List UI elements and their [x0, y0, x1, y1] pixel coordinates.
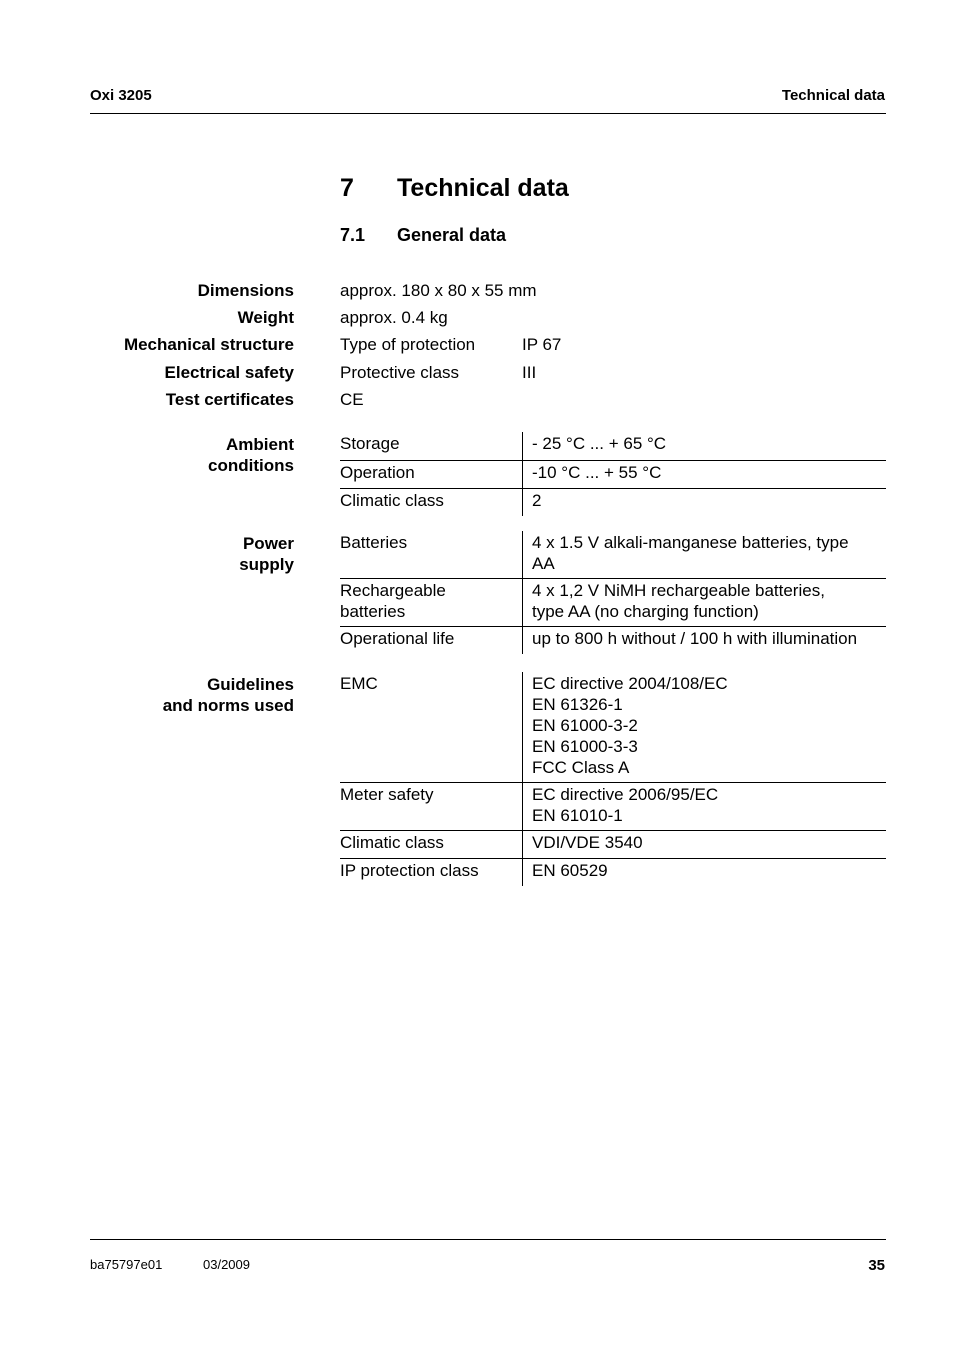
value-mechanical-structure: Type of protection: [340, 335, 476, 354]
value-electrical-safety: Protective class: [340, 363, 460, 382]
cell-line: EN 61000-3-2: [532, 716, 638, 735]
power-supply-table: [340, 531, 886, 654]
table-cell-value: [523, 672, 887, 783]
cell-line: EN 60529: [532, 861, 608, 880]
cell-line: EC directive 2006/95/EC: [532, 785, 719, 804]
table-cell-name: [340, 783, 523, 831]
cell-line: EMC: [340, 674, 378, 693]
table-row: [340, 461, 886, 489]
label-line: supply: [239, 555, 294, 574]
cell-line: EN 61326-1: [532, 695, 623, 714]
label-mechanical-structure: Mechanical structure: [123, 335, 294, 354]
table-cell-value: 2: [523, 489, 887, 517]
section-title: General data: [397, 225, 507, 245]
table-cell-value: [523, 831, 887, 859]
table-cell-value: [523, 579, 887, 627]
cell-line: EN 61010-1: [532, 806, 623, 825]
table-row: [340, 672, 886, 783]
cell-line: 4 x 1,2 V NiMH rechargeable batteries,: [532, 581, 825, 600]
footer-date: 03/2009: [203, 1257, 250, 1272]
table-row: [340, 831, 886, 859]
cell-line: EC directive 2004/108/EC: [532, 674, 728, 693]
cell-line: Operational life: [340, 629, 455, 648]
guidelines-norms-table: [340, 672, 886, 886]
label-line: Guidelines: [207, 675, 294, 694]
table-row: [340, 531, 886, 579]
table-cell-name: [340, 531, 523, 579]
label-dimensions: Dimensions: [197, 281, 294, 300]
table-cell-value: [523, 627, 887, 655]
cell-line: 4 x 1.5 V alkali-manganese batteries, type: [532, 533, 849, 552]
table-row: [340, 627, 886, 655]
label-electrical-safety: Electrical safety: [164, 363, 294, 382]
cell-line: Batteries: [340, 533, 408, 552]
cell-line: VDI/VDE 3540: [532, 833, 643, 852]
table-row: [340, 432, 886, 461]
table-cell-name: [340, 672, 523, 783]
label-weight: Weight: [237, 308, 294, 327]
cell-line: AA: [532, 554, 555, 573]
cell-line: FCC Class A: [532, 758, 630, 777]
value-weight: approx. 0.4 kg: [340, 308, 448, 327]
table-cell-name: [340, 627, 523, 655]
table-cell-name: [340, 579, 523, 627]
header-rule: [90, 113, 886, 114]
table-cell-value: [523, 531, 887, 579]
label-line: and norms used: [162, 696, 294, 715]
cell-line: type AA (no charging function): [532, 602, 759, 621]
table-cell-value: -10 °C ... + 55 °C: [523, 461, 887, 489]
cell-line: IP protection class: [340, 861, 479, 880]
table-row: [340, 489, 886, 517]
chapter-title: Technical data: [397, 174, 569, 202]
table-cell-name: Operation: [340, 461, 523, 489]
cell-line: up to 800 h without / 100 h with illumination: [532, 629, 858, 648]
label-ambient-conditions: [34, 434, 294, 476]
label-line: conditions: [208, 456, 294, 475]
ambient-conditions-table: [340, 432, 886, 516]
cell-line: Meter safety: [340, 785, 434, 804]
table-cell-name: Storage: [340, 432, 523, 461]
label-power-supply: [34, 533, 294, 575]
value2-mechanical-structure: IP 67: [522, 335, 562, 354]
table-cell-name: [340, 859, 523, 887]
table-cell-value: - 25 °C ... + 65 °C: [523, 432, 887, 461]
label-line: Power: [242, 534, 294, 553]
table-cell-name: Climatic class: [340, 491, 444, 510]
cell-line: Climatic class: [340, 833, 444, 852]
table-cell-value: [523, 859, 887, 887]
value2-electrical-safety: III: [522, 363, 537, 382]
label-test-certificates: Test certificates: [165, 390, 294, 409]
label-line: Ambient: [226, 435, 294, 454]
table-cell-value: [523, 783, 887, 831]
header-section: Technical data: [781, 87, 885, 104]
cell-line: EN 61000-3-3: [532, 737, 638, 756]
header-product: Oxi 3205: [90, 87, 152, 104]
chapter-number: 7: [340, 174, 354, 202]
footer-rule: [90, 1239, 886, 1240]
footer-doc-number: ba75797e01: [90, 1257, 163, 1272]
page-number: 35: [868, 1257, 885, 1274]
table-row: [340, 579, 886, 627]
label-guidelines-norms: [34, 674, 294, 716]
table-cell-name: [340, 831, 523, 859]
value-test-certificates: CE: [340, 390, 364, 409]
value-dimensions: approx. 180 x 80 x 55 mm: [340, 281, 537, 300]
cell-line: Rechargeable: [340, 581, 446, 600]
table-row: [340, 859, 886, 887]
table-row: [340, 783, 886, 831]
cell-line: batteries: [340, 602, 406, 621]
section-number: 7.1: [340, 225, 366, 245]
